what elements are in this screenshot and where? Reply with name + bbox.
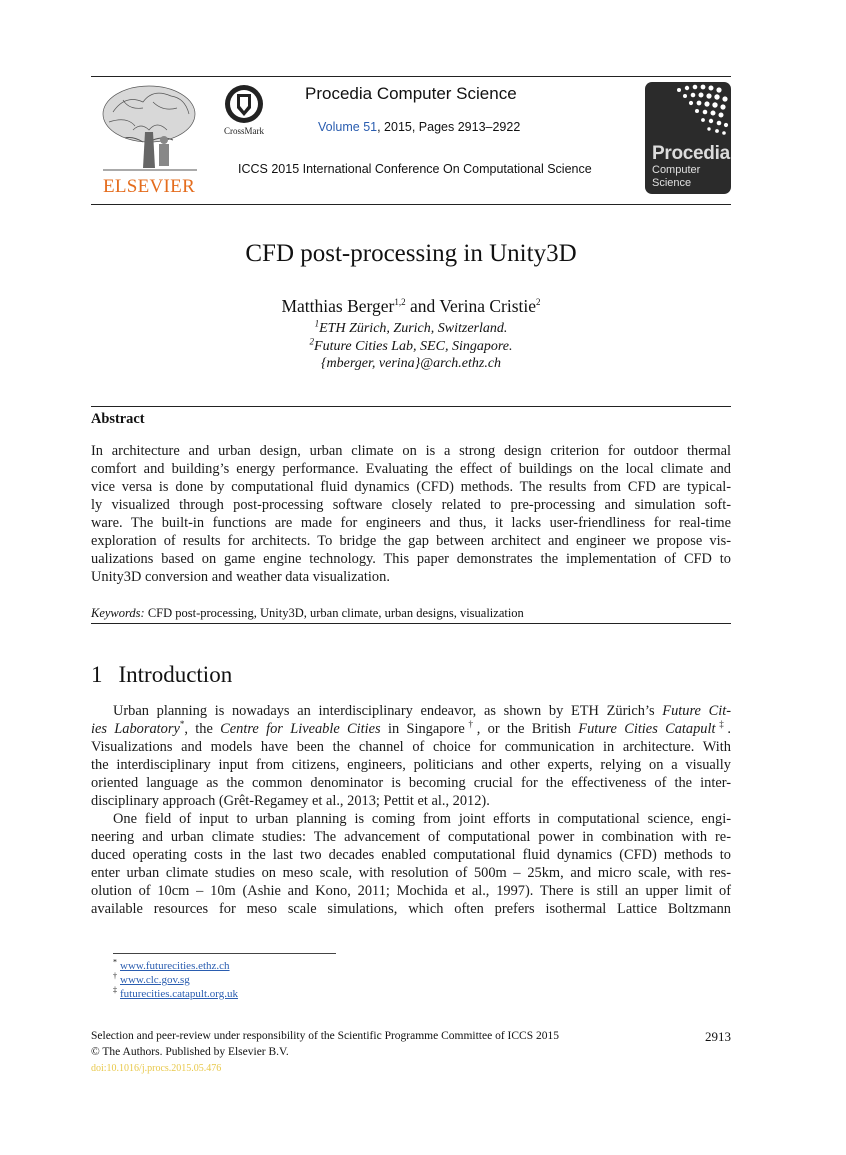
crossmark-badge[interactable] bbox=[218, 84, 270, 136]
affiliation-1: $^1$ETH Zürich, Zurich, Switzerland. bbox=[314, 318, 508, 336]
volume-link[interactable]: Volume 51 bbox=[318, 120, 378, 134]
volume-pages: , 2015, Pages 2913–2922 bbox=[377, 120, 521, 134]
intro-p2-line: neering and urban climate studies: The advancement of computational power in combination with re- bbox=[91, 829, 731, 845]
footnote-link[interactable]: www.clc.gov.sg bbox=[120, 974, 190, 986]
footnote-link[interactable]: www.futurecities.ethz.ch bbox=[120, 960, 230, 972]
elsevier-tree-icon bbox=[93, 82, 205, 174]
intro-p2-line: One field of input to urban planning is coming from joint efforts in computational science, engi- bbox=[113, 811, 731, 827]
intro-p1-line: the interdisciplinary input from citizens, engineers, politicians and other experts, relying on a visually bbox=[91, 757, 731, 773]
paper-title: CFD post-processing in Unity3D bbox=[245, 240, 577, 267]
abstract-line: ualizations based on game engine technology. This paper demonstrates the implementation of CFD to bbox=[91, 551, 731, 567]
keywords-line bbox=[91, 606, 524, 621]
journal-name: Procedia Computer Science bbox=[305, 84, 517, 103]
affiliation-2: $^2$Future Cities Lab, SEC, Singapore. bbox=[309, 336, 513, 354]
footnote-separator bbox=[113, 953, 336, 954]
section-heading bbox=[91, 662, 232, 688]
intro-p2-line: available resources for meso scale simulations, which often prefers isothermal Lattice Boltzmann bbox=[91, 901, 731, 917]
journal-volume-line bbox=[318, 120, 520, 134]
keywords-label: Keywords: bbox=[91, 606, 145, 620]
page-number: 2913 bbox=[705, 1029, 731, 1044]
section-title: Introduction bbox=[118, 662, 233, 687]
footnote-mark: ‡ bbox=[113, 985, 117, 995]
footnote-link[interactable]: futurecities.catapult.org.uk bbox=[120, 988, 239, 1000]
section-number: 1 bbox=[91, 662, 103, 687]
abstract-line: Unity3D conversion and weather data visualization. bbox=[91, 569, 390, 585]
conference-name: ICCS 2015 International Conference On Computational Science bbox=[238, 162, 592, 176]
keywords-text: CFD post-processing, Unity3D, urban climate, urban designs, visualization bbox=[144, 606, 524, 620]
author-2: and Verina Cristie bbox=[405, 296, 537, 316]
footnote-item bbox=[113, 957, 230, 972]
intro-p1-line: Visualizations and models have been the channel of choice for communication in architecture. With bbox=[91, 739, 731, 755]
footnote-item bbox=[113, 971, 190, 986]
crossmark-label: CrossMark bbox=[224, 126, 264, 136]
intro-p2-line: duced operating costs in the last two decades enabled computational fluid dynamics (CFD) methods to bbox=[91, 847, 731, 863]
footnote-item bbox=[113, 985, 239, 1000]
abstract-line: comfort and building’s energy performance. Evaluating the effect of buildings on the local climate and bbox=[91, 461, 731, 477]
header-top-rule bbox=[91, 76, 731, 77]
author-1: Matthias Berger bbox=[281, 296, 395, 316]
author-email[interactable]: {mberger, verina}@arch.ethz.ch bbox=[320, 356, 502, 371]
elsevier-logo[interactable] bbox=[93, 82, 205, 197]
intro-line-2: ies Laboratory*, the Centre for Liveable Cities in Singapore†, or the British Future Cities Catapult‡. bbox=[91, 719, 732, 737]
procedia-cover[interactable] bbox=[645, 82, 731, 194]
intro-p2-line: olution of 10cm – 10m (Ashie and Kono, 2011; Mochida et al., 1997). There is still an upper limit of bbox=[91, 883, 731, 899]
abstract-line: vice versa is done by computational fluid dynamics (CFD) methods. The results from CFD are typical- bbox=[91, 479, 731, 495]
cover-subtitle-2: Science bbox=[652, 177, 692, 189]
abstract-heading: Abstract bbox=[91, 411, 145, 427]
dot-pattern-icon bbox=[645, 82, 731, 144]
intro-p1-line: oriented language as the common denominator is becoming crucial for the effectiveness of the inter- bbox=[91, 775, 731, 791]
abstract-line: exploration of results for architects. To bridge the gap between architect and engineer we propose vis- bbox=[91, 533, 731, 549]
footer-doi[interactable]: doi:10.1016/j.procs.2015.05.476 bbox=[91, 1063, 222, 1074]
abstract-line: ly visualized through post-processing software closely related to pre-processing and simulation soft- bbox=[91, 497, 731, 513]
abstract-line: In architecture and urban design, urban climate on is a strong design criterion for outdoor thermal bbox=[91, 443, 731, 459]
abstract-top-rule bbox=[91, 406, 731, 407]
footnote-mark: * bbox=[113, 957, 117, 967]
header-bottom-rule bbox=[91, 204, 731, 205]
intro-line-1: Urban planning is nowadays an interdisciplinary endeavor, as shown by ETH Zürich’s Future Cit- bbox=[113, 703, 731, 719]
footer-responsibility: Selection and peer-review under responsibility of the Scientific Programme Committee of ICCS 2015 bbox=[91, 1030, 559, 1042]
elsevier-wordmark: ELSEVIER bbox=[102, 176, 196, 197]
author-line: Matthias Berger$^{1,2}$ and Verina Cristie$^2$ bbox=[281, 296, 541, 316]
intro-p1-line: disciplinary approach (Grêt-Regamey et al., 2013; Pettit et al., 2012). bbox=[91, 793, 490, 809]
intro-p2-line: enter urban climate studies on meso scale, with resolution of 500m – 25km, and micro scale, with res- bbox=[91, 865, 731, 881]
crossmark-icon bbox=[218, 84, 270, 126]
footnote-mark: † bbox=[113, 971, 117, 981]
cover-title: Procedia bbox=[652, 143, 730, 164]
footer-copyright: © The Authors. Published by Elsevier B.V. bbox=[91, 1046, 289, 1058]
abstract-line: ware. The built-in functions are made for engineers and thus, it lacks user-friendliness for real-time bbox=[91, 515, 731, 531]
abstract-bottom-rule bbox=[91, 623, 731, 624]
cover-subtitle-1: Computer bbox=[652, 164, 701, 176]
